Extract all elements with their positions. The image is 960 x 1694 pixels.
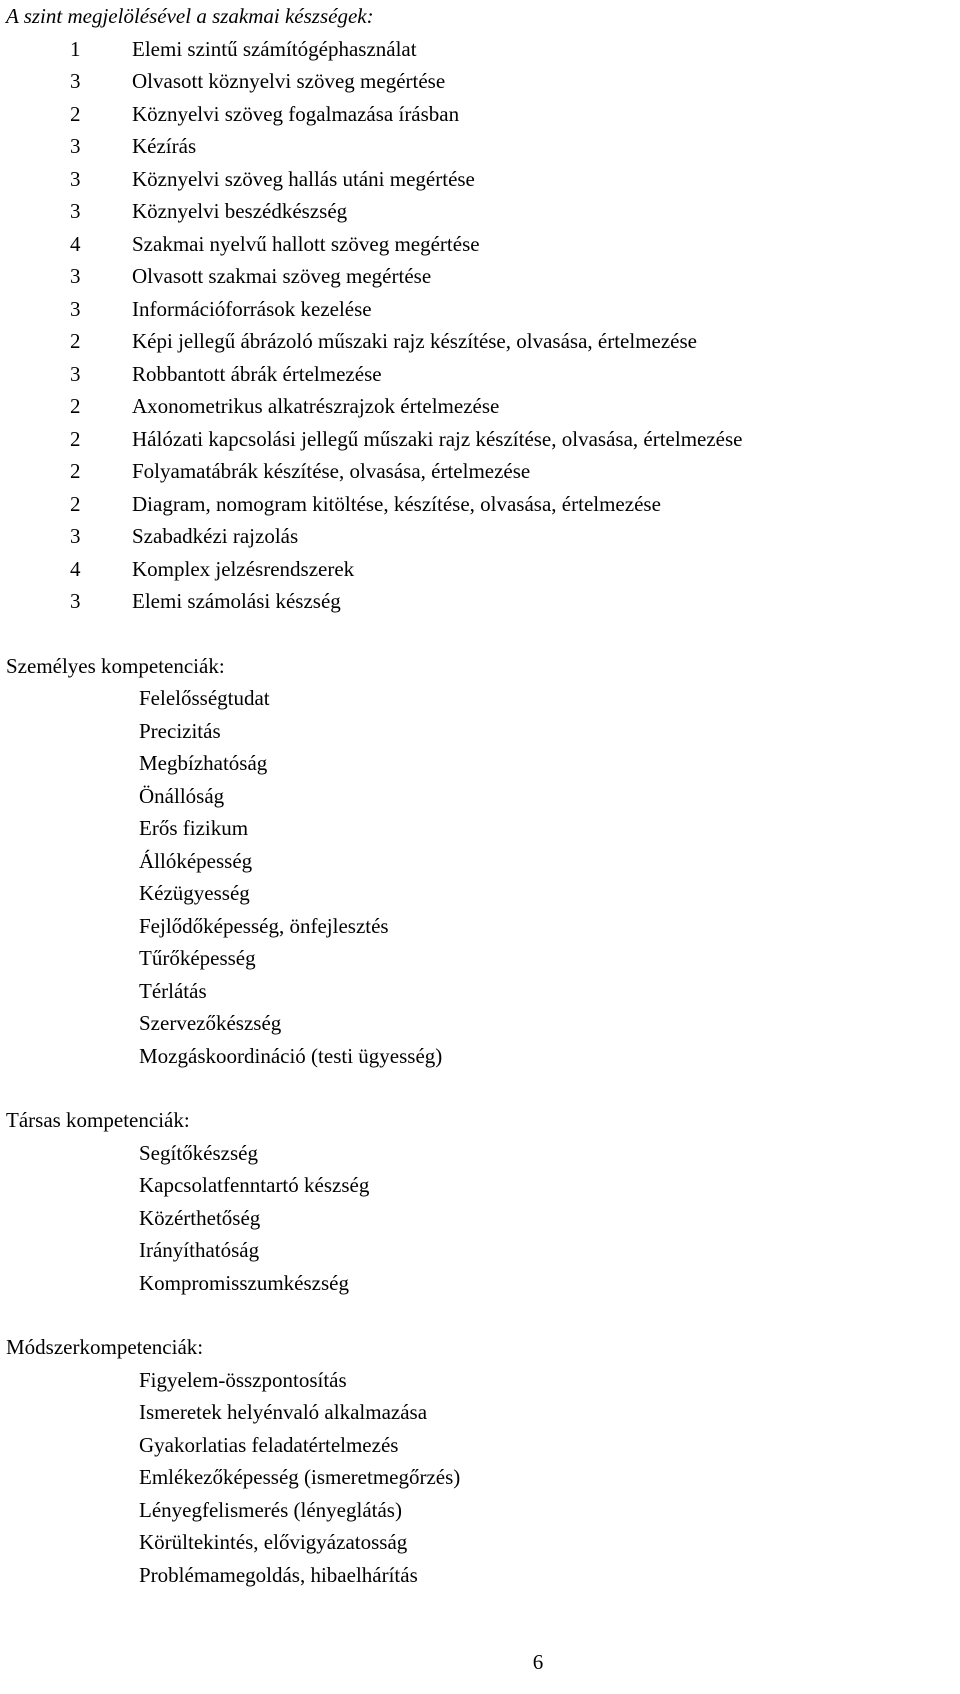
skills-heading: A szint megjelölésével a szakmai készségek: — [6, 4, 374, 28]
skill-level: 3 — [70, 524, 81, 548]
skill-level: 4 — [70, 231, 81, 256]
skill-row — [6, 293, 956, 326]
skill-level: 3 — [70, 296, 81, 321]
competency-item: Precizitás — [139, 718, 221, 743]
skill-row — [6, 65, 956, 98]
skill-name: Robbantott ábrák értelmezése — [132, 361, 382, 386]
section-spacer — [6, 618, 956, 650]
skill-name: Hálózati kapcsolási jellegű műszaki rajz készítése, olvasása, értelmezése — [132, 426, 743, 451]
skill-level: 3 — [70, 134, 81, 158]
competency-item: Kapcsolatfenntartó készség — [139, 1173, 370, 1197]
skill-row — [6, 195, 956, 228]
skill-row — [6, 455, 956, 488]
skill-level: 1 — [70, 36, 81, 61]
competency-item: Térlátás — [139, 978, 207, 1003]
skill-row — [6, 358, 956, 391]
skill-level: 3 — [70, 264, 81, 288]
skill-row — [6, 390, 956, 423]
skill-name: Köznyelvi beszédkészség — [132, 199, 348, 223]
skill-level: 3 — [70, 589, 81, 613]
method-competencies-heading: Módszerkompetenciák: — [6, 1335, 204, 1359]
personal-competencies-list — [6, 682, 956, 1072]
competency-item: Kompromisszumkészség — [139, 1270, 349, 1295]
method-competencies-section — [6, 1331, 956, 1591]
competency-item: Emlékezőképesség (ismeretmegőrzés) — [139, 1465, 461, 1489]
skill-level: 3 — [70, 166, 81, 191]
personal-competencies-heading: Személyes kompetenciák: — [6, 653, 225, 678]
skill-row — [6, 325, 956, 358]
competency-item: Fejlődőképesség, önfejlesztés — [139, 913, 389, 938]
competency-item: Erős fizikum — [139, 816, 249, 840]
skills-list — [6, 33, 956, 618]
skill-level: 2 — [70, 394, 81, 418]
competency-item: Gyakorlatias feladatértelmezés — [139, 1432, 399, 1457]
skill-row — [6, 520, 956, 553]
document-page — [6, 0, 956, 1591]
skill-row — [6, 163, 956, 196]
skill-row — [6, 488, 956, 521]
skill-name: Kézírás — [132, 134, 197, 158]
competency-item: Kézügyesség — [139, 881, 250, 905]
skill-name: Információforrások kezelése — [132, 296, 372, 321]
social-competencies-heading: Társas kompetenciák: — [6, 1108, 190, 1132]
social-competencies-section — [6, 1104, 956, 1299]
skill-row — [6, 423, 956, 456]
competency-item: Figyelem-összpontosítás — [139, 1367, 347, 1392]
competency-item: Mozgáskoordináció (testi ügyesség) — [139, 1043, 443, 1068]
skill-level: 3 — [70, 69, 81, 93]
skill-name: Szakmai nyelvű hallott szöveg megértése — [132, 231, 480, 256]
method-competencies-list — [6, 1364, 956, 1592]
competency-item: Tűrőképesség — [139, 946, 256, 970]
competency-item: Megbízhatóság — [139, 751, 268, 775]
skill-row — [6, 98, 956, 131]
competency-item: Állóképesség — [139, 848, 253, 873]
skill-name: Olvasott köznyelvi szöveg megértése — [132, 69, 446, 93]
personal-competencies-section — [6, 650, 956, 1073]
skill-level: 2 — [70, 101, 81, 126]
competency-item: Közérthetőség — [139, 1205, 261, 1230]
skill-name: Diagram, nomogram kitöltése, készítése, olvasása, értelmezése — [132, 491, 661, 516]
skill-name: Folyamatábrák készítése, olvasása, értelmezése — [132, 459, 531, 483]
skill-row — [6, 585, 956, 618]
competency-item: Problémamegoldás, hibaelhárítás — [139, 1562, 418, 1587]
skill-row — [6, 260, 956, 293]
skill-level: 3 — [70, 199, 81, 223]
skill-name: Köznyelvi szöveg hallás utáni megértése — [132, 166, 475, 191]
skill-level: 2 — [70, 426, 81, 451]
competency-item: Lényegfelismerés (lényeglátás) — [139, 1497, 402, 1522]
skills-section — [6, 0, 956, 618]
page-number: 6 — [532, 1650, 544, 1674]
competency-item: Önállóság — [139, 783, 225, 808]
skill-row — [6, 130, 956, 163]
section-spacer — [6, 1299, 956, 1331]
skill-level: 4 — [70, 556, 81, 581]
competency-item: Irányíthatóság — [139, 1238, 260, 1262]
skill-name: Szabadkézi rajzolás — [132, 524, 299, 548]
section-spacer — [6, 1072, 956, 1104]
competency-item: Segítőkészség — [139, 1140, 258, 1165]
competency-item: Felelősségtudat — [139, 686, 270, 710]
skill-row — [6, 228, 956, 261]
skill-name: Olvasott szakmai szöveg megértése — [132, 264, 432, 288]
social-competencies-list — [6, 1137, 956, 1300]
skill-level: 2 — [70, 491, 81, 516]
skill-name: Axonometrikus alkatrészrajzok értelmezése — [132, 394, 500, 418]
skill-row — [6, 553, 956, 586]
competency-item: Szervezőkészség — [139, 1011, 282, 1035]
competency-item: Körültekintés, elővigyázatosság — [139, 1530, 408, 1554]
skill-row — [6, 33, 956, 66]
skill-level: 2 — [70, 459, 81, 483]
skill-name: Köznyelvi szöveg fogalmazása írásban — [132, 101, 460, 126]
competency-item: Ismeretek helyénvaló alkalmazása — [139, 1400, 428, 1424]
skill-name: Elemi szintű számítógéphasználat — [132, 36, 417, 61]
skill-level: 2 — [70, 329, 81, 353]
skill-name: Képi jellegű ábrázoló műszaki rajz készítése, olvasása, értelmezése — [132, 329, 697, 353]
skill-name: Elemi számolási készség — [132, 589, 341, 613]
skill-name: Komplex jelzésrendszerek — [132, 556, 355, 581]
skill-level: 3 — [70, 361, 81, 386]
